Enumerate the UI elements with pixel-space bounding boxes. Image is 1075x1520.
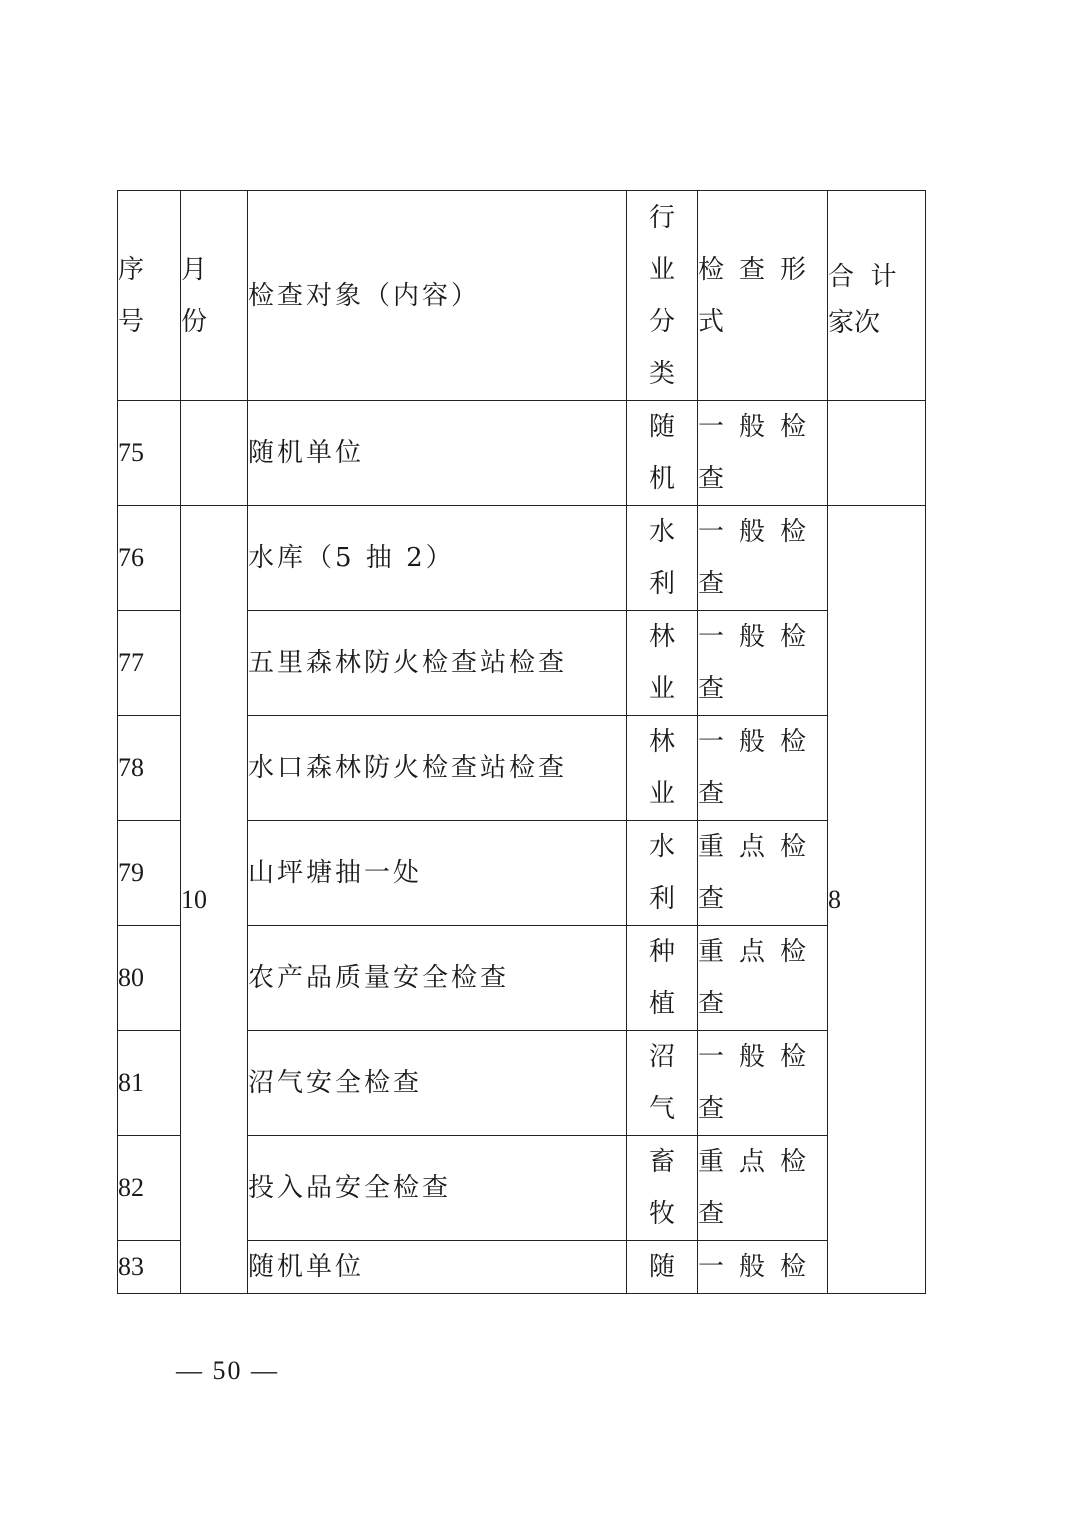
row-category-line2: 植 bbox=[648, 989, 675, 1019]
row-form bbox=[698, 716, 828, 821]
row-category-line2: 业 bbox=[648, 674, 675, 704]
row-category-line2: 利 bbox=[648, 569, 675, 599]
row-form-line1: 一 般 检 bbox=[698, 1252, 806, 1282]
row-category-line1: 林 bbox=[648, 622, 675, 652]
row-seq: 75 bbox=[118, 401, 181, 506]
header-row bbox=[118, 191, 926, 401]
row-category-line1: 种 bbox=[648, 937, 675, 967]
row-seq: 83 bbox=[118, 1241, 181, 1294]
header-seq-line2: 号 bbox=[118, 306, 145, 337]
row-category-line2: 机 bbox=[648, 464, 675, 494]
row-form-line1: 一 般 检 bbox=[698, 1042, 806, 1072]
row-object: 水口森林防火检查站检查 bbox=[248, 716, 627, 821]
header-month bbox=[181, 191, 248, 401]
header-category-line2: 业 bbox=[648, 254, 675, 285]
row-seq: 82 bbox=[118, 1136, 181, 1241]
row-form-line1: 一 般 检 bbox=[698, 727, 806, 757]
header-category-line1: 行 bbox=[648, 202, 675, 233]
row-seq: 79 bbox=[118, 821, 181, 926]
row-form-line2: 查 bbox=[698, 779, 725, 809]
row-month bbox=[181, 401, 248, 506]
row-object: 随机单位 bbox=[248, 401, 627, 506]
row-form-line2: 查 bbox=[698, 884, 725, 914]
row-form bbox=[698, 611, 828, 716]
row-object: 沼气安全检查 bbox=[248, 1031, 627, 1136]
row-form-line2: 查 bbox=[698, 674, 725, 704]
row-category bbox=[627, 506, 698, 611]
row-category bbox=[627, 1031, 698, 1136]
row-form-line1: 一 般 检 bbox=[698, 412, 806, 442]
row-seq: 78 bbox=[118, 716, 181, 821]
row-form-line1: 重 点 检 bbox=[698, 832, 806, 862]
row-form-line2: 查 bbox=[698, 464, 725, 494]
page-number: — 50 — bbox=[176, 1356, 279, 1385]
month-cell: 10 bbox=[181, 506, 248, 1294]
header-month-line1: 月 bbox=[181, 254, 208, 285]
row-category bbox=[627, 926, 698, 1031]
row-category bbox=[627, 401, 698, 506]
row-category bbox=[627, 1241, 698, 1294]
header-category-line4: 类 bbox=[648, 358, 675, 389]
row-seq: 81 bbox=[118, 1031, 181, 1136]
row-form-line1: 一 般 检 bbox=[698, 517, 806, 547]
row-category-line1: 林 bbox=[648, 727, 675, 757]
row-category-line1: 畜 bbox=[648, 1147, 675, 1177]
row-category-line1: 沼 bbox=[648, 1042, 675, 1072]
row-form bbox=[698, 506, 828, 611]
row-category-line1: 随 bbox=[648, 1252, 675, 1282]
row-form bbox=[698, 1136, 828, 1241]
table-row bbox=[118, 401, 926, 506]
row-total bbox=[828, 401, 926, 506]
row-category bbox=[627, 716, 698, 821]
total-cell: 8 bbox=[828, 506, 926, 1294]
row-form bbox=[698, 821, 828, 926]
row-object: 山坪塘抽一处 bbox=[248, 821, 627, 926]
row-category bbox=[627, 821, 698, 926]
row-category bbox=[627, 1136, 698, 1241]
row-category-line2: 利 bbox=[648, 884, 675, 914]
row-category-line2: 业 bbox=[648, 779, 675, 809]
row-category-line2: 气 bbox=[648, 1094, 675, 1124]
row-object: 投入品安全检查 bbox=[248, 1136, 627, 1241]
header-form bbox=[698, 191, 828, 401]
row-category-line2: 牧 bbox=[648, 1199, 675, 1229]
row-form-line2: 查 bbox=[698, 1199, 725, 1229]
row-form bbox=[698, 1031, 828, 1136]
header-form-line2: 式 bbox=[698, 306, 725, 337]
row-object: 农产品质量安全检查 bbox=[248, 926, 627, 1031]
row-form-line2: 查 bbox=[698, 569, 725, 599]
header-seq-line1: 序 bbox=[118, 254, 145, 285]
header-total-line2: 家次 bbox=[828, 307, 881, 338]
row-category-line1: 水 bbox=[648, 832, 675, 862]
inspection-table bbox=[117, 190, 926, 1294]
header-object bbox=[248, 191, 627, 401]
header-form-line1: 检 查 形 bbox=[698, 254, 806, 285]
table-row bbox=[118, 506, 926, 611]
row-seq: 77 bbox=[118, 611, 181, 716]
row-form bbox=[698, 926, 828, 1031]
header-category bbox=[627, 191, 698, 401]
row-category bbox=[627, 611, 698, 716]
row-form-line1: 重 点 检 bbox=[698, 937, 806, 967]
header-total bbox=[828, 191, 926, 401]
row-seq: 80 bbox=[118, 926, 181, 1031]
row-form bbox=[698, 401, 828, 506]
row-object: 随机单位 bbox=[248, 1241, 627, 1294]
row-form-line1: 一 般 检 bbox=[698, 622, 806, 652]
row-form-line2: 查 bbox=[698, 1094, 725, 1124]
row-seq: 76 bbox=[118, 506, 181, 611]
row-form-line1: 重 点 检 bbox=[698, 1147, 806, 1177]
header-category-line3: 分 bbox=[648, 306, 675, 337]
header-total-line1: 合 计 bbox=[828, 261, 897, 292]
header-object-text: 检查对象（内容） bbox=[248, 280, 481, 311]
row-category-line1: 随 bbox=[648, 412, 675, 442]
row-form bbox=[698, 1241, 828, 1294]
header-month-line2: 份 bbox=[181, 306, 208, 337]
header-seq bbox=[118, 191, 181, 401]
row-object: 水库（5 抽 2） bbox=[248, 506, 627, 611]
row-category-line1: 水 bbox=[648, 517, 675, 547]
row-object: 五里森林防火检查站检查 bbox=[248, 611, 627, 716]
row-form-line2: 查 bbox=[698, 989, 725, 1019]
